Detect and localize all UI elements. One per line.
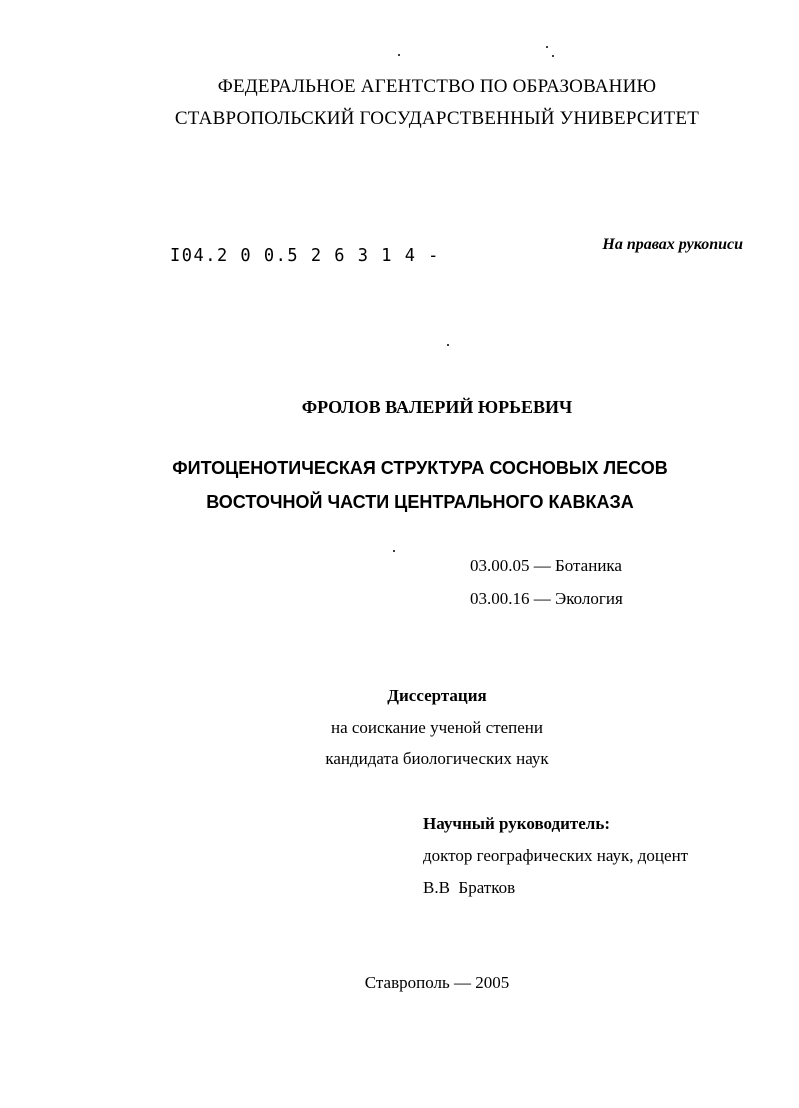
degree-line1: на соискание ученой степени [330,718,544,737]
supervisor-heading: Научный руководитель: [423,814,610,833]
author-name: ФРОЛОВ ВАЛЕРИЙ ЮРЬЕВИЧ [301,397,573,417]
city-year: Ставрополь — 2005 [364,973,510,992]
university-name: СТАВРОПОЛЬСКИЙ ГОСУДАРСТВЕННЫЙ УНИВЕРСИТЕТ [174,108,700,129]
scan-speck [546,46,548,48]
scan-speck [447,344,449,346]
dissertation-title-line2: ВОСТОЧНОЙ ЧАСТИ ЦЕНТРАЛЬНОГО КАВКАЗА [206,492,634,512]
scan-speck [393,550,395,552]
scan-speck [398,54,400,56]
degree-line2: кандидата биологических наук [325,749,549,768]
scan-speck [552,55,554,57]
supervisor-degree: доктор географических наук, доцент [423,846,689,865]
specialty-code-ecology: 03.00.16 — Экология [470,589,623,608]
agency-name: ФЕДЕРАЛЬНОЕ АГЕНТСТВО ПО ОБРАЗОВАНИЮ [217,76,657,97]
supervisor-name: В.В Братков [423,878,516,897]
catalog-number: I04.2 0 0.5 2 6 3 1 4 - [170,245,440,267]
manuscript-note: На правах рукописи [602,236,743,253]
specialty-code-botany: 03.00.05 — Ботаника [470,556,622,575]
dissertation-title-line1: ФИТОЦЕНОТИЧЕСКАЯ СТРУКТУРА СОСНОВЫХ ЛЕСОВ [172,458,668,478]
dissertation-heading: Диссертация [387,686,487,705]
